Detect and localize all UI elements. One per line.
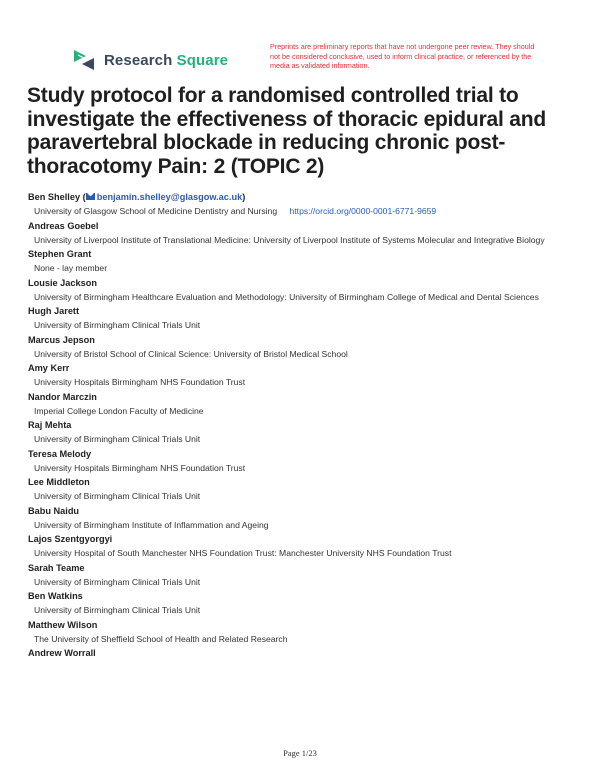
author-affiliation: Imperial College London Faculty of Medicine: [34, 405, 204, 416]
author-affiliation: University Hospitals Birmingham NHS Foundation Trust: [34, 377, 246, 387]
author-entry: [28, 333, 578, 362]
author-name: Lee Middleton: [28, 477, 90, 487]
page-number: Page 1/23: [283, 748, 317, 758]
research-square-logo-icon: [72, 46, 96, 74]
author-name: Sarah Teame: [28, 562, 85, 573]
author-entry: [28, 589, 578, 618]
author-affiliation: University of Birmingham Clinical Trials Unit: [34, 434, 201, 444]
author-name: Nandor Marczin: [28, 391, 97, 402]
author-name: Ben Shelley: [28, 192, 81, 202]
author-affiliation: University of Birmingham Clinical Trials Unit: [34, 491, 201, 501]
preprint-notice: Preprints are preliminary reports that have not undergone peer review. They should not be considered conclusive, used to inform clinical practice, or referenced by the media as validated information.: [270, 42, 535, 71]
author-entry: [28, 304, 578, 333]
author-name: Ben Watkins: [28, 591, 83, 601]
author-affiliation: University of Birmingham Healthcare Evaluation and Methodology: University of Birmingham College of Medical and Dental Sciences: [34, 291, 539, 302]
author-entry: [28, 219, 578, 248]
author-affiliation: University Hospitals Birmingham NHS Foundation Trust: [34, 462, 246, 473]
author-affiliation: University of Birmingham Clinical Trials Unit: [34, 605, 201, 615]
author-affiliation: University of Birmingham Clinical Trials Unit: [34, 576, 201, 587]
author-affiliation: University of Birmingham Clinical Trials Unit: [34, 320, 201, 330]
author-entry: [28, 390, 578, 419]
author-entry: [28, 504, 578, 533]
author-name: Marcus Jepson: [28, 334, 95, 345]
author-name: Babu Naidu: [28, 505, 80, 516]
author-entry: [28, 276, 578, 305]
orcid-link[interactable]: https://orcid.org/0000-0001-6771-9659: [289, 206, 437, 216]
author-affiliation: None - lay member: [34, 263, 108, 273]
author-entry: [28, 418, 578, 447]
author-affiliation: University of Birmingham Institute of Inflammation and Ageing: [34, 519, 269, 530]
author-entry: [28, 247, 578, 276]
author-name: Teresa Melody: [28, 448, 92, 459]
author-name: Amy Kerr: [28, 363, 70, 373]
author-name: Lousie Jackson: [28, 277, 97, 288]
author-entry: [28, 361, 578, 390]
page-header: [72, 44, 542, 80]
author-name: Andreas Goebel: [28, 220, 99, 231]
author-affiliation: University of Glasgow School of Medicine Dentistry and Nursing: [34, 206, 278, 216]
author-name: Matthew Wilson: [28, 619, 98, 630]
author-affiliation: The University of Sheffield School of Health and Related Research: [34, 633, 288, 644]
author-name: Raj Mehta: [28, 420, 72, 430]
logo-text: Research Square: [104, 51, 229, 69]
close-paren: ): [242, 192, 246, 202]
author-affiliation: University Hospital of South Manchester NHS Foundation Trust: Manchester University NHS Foundation Trust: [34, 548, 452, 558]
author-entry: [28, 532, 578, 561]
author-name: Stephen Grant: [28, 249, 92, 259]
author-affiliation: University of Liverpool Institute of Translational Medicine: University of Liverpool Institute of Systems Molecular and Integrative Biology: [34, 234, 545, 245]
author-entry: [28, 475, 578, 504]
author-entry: [28, 561, 578, 590]
author-name: Andrew Worrall: [28, 648, 96, 658]
open-paren: (: [82, 192, 86, 202]
author-entry: [28, 646, 578, 660]
author-entry: [28, 447, 578, 476]
research-square-logo[interactable]: [72, 46, 228, 74]
author-entry: [28, 190, 578, 219]
author-entry: [28, 618, 578, 647]
envelope-icon: [86, 193, 95, 200]
author-affiliation: University of Bristol School of Clinical Science: University of Bristol Medical School: [34, 348, 348, 359]
author-name: Lajos Szentgyorgyi: [28, 534, 113, 544]
author-name: Hugh Jarett: [28, 306, 80, 316]
author-list: [28, 190, 578, 660]
paper-title: Study protocol for a randomised controlled trial to investigate the effectiveness of thoracic epidural and paravertebral blockade in reducing chronic post-thoracotomy Pain: 2 (TOPIC 2): [27, 84, 547, 178]
author-email-link[interactable]: benjamin.shelley@glasgow.ac.uk: [86, 192, 242, 202]
